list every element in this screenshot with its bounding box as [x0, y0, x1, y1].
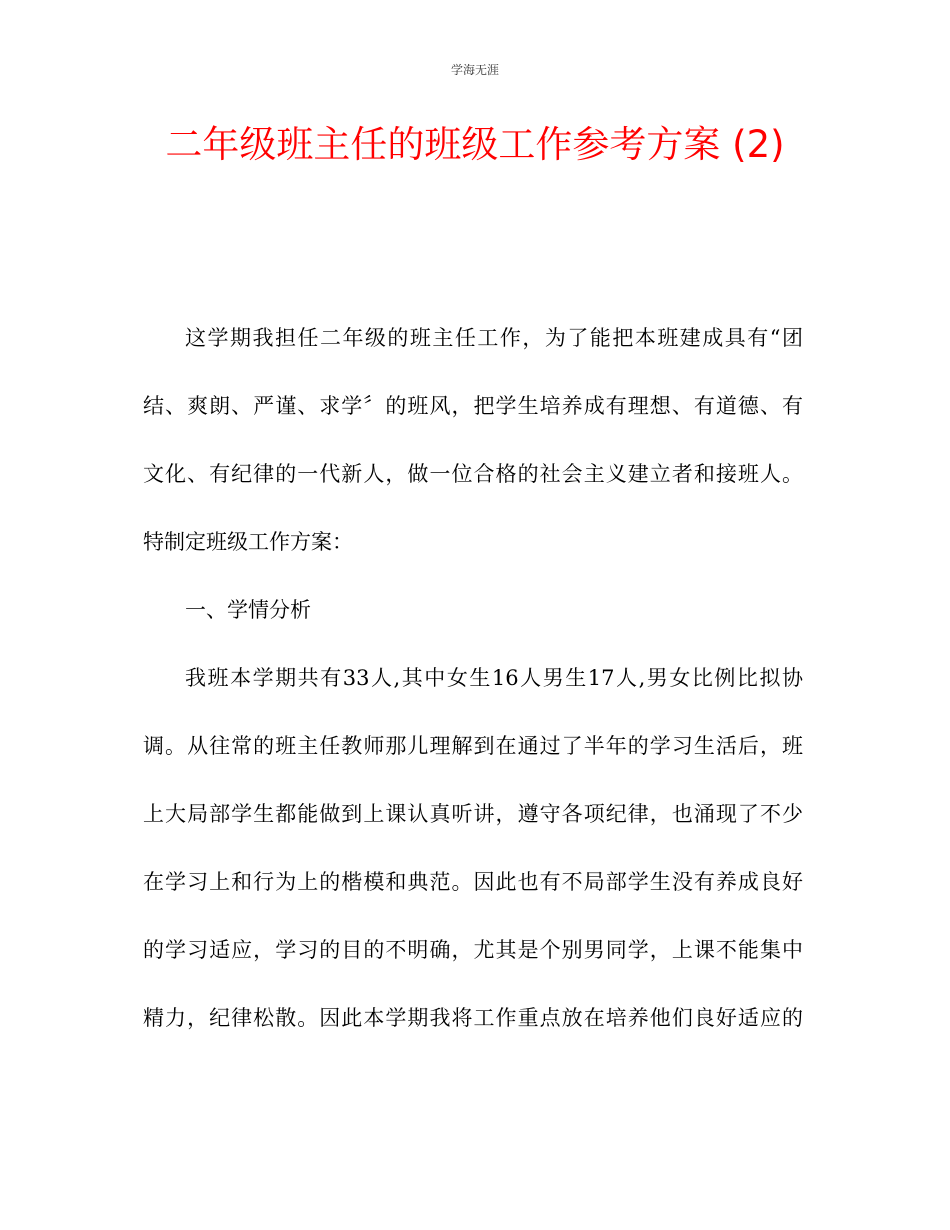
paragraph-line: 我班本学期共有33人,其中女生16人男生17人,男女比例比拟协 — [185, 666, 803, 690]
paragraph-line: 特制定班级工作方案： — [143, 530, 353, 554]
paragraph-line: 精力，纪律松散。因此本学期我将工作重点放在培养他们良好适应的 — [143, 1006, 803, 1030]
paragraph-line: 结、爽朗、严谨、求学〞的班风，把学生培养成有理想、有道德、有 — [143, 394, 803, 418]
section-heading: 一、学情分析 — [185, 598, 311, 622]
document-title: 二年级班主任的班级工作参考方案 (2) — [165, 123, 785, 166]
page-header: 学海无涯 — [450, 63, 499, 77]
document-body — [143, 318, 803, 1066]
paragraph-line: 调。从往常的班主任教师那儿理解到在通过了半年的学习生活后，班 — [143, 734, 803, 758]
paragraph-line: 上大局部学生都能做到上课认真听讲，遵守各项纪律，也涌现了不少 — [143, 802, 803, 826]
paragraph-line: 在学习上和行为上的楷模和典范。因此也有不局部学生没有养成良好 — [143, 870, 803, 894]
paragraph-line: 这学期我担任二年级的班主任工作，为了能把本班建成具有“团 — [185, 326, 803, 350]
paragraph-line: 文化、有纪律的一代新人，做一位合格的社会主义建立者和接班人。 — [143, 462, 803, 486]
paragraph-line: 的学习适应，学习的目的不明确，尤其是个别男同学，上课不能集中 — [143, 938, 803, 962]
